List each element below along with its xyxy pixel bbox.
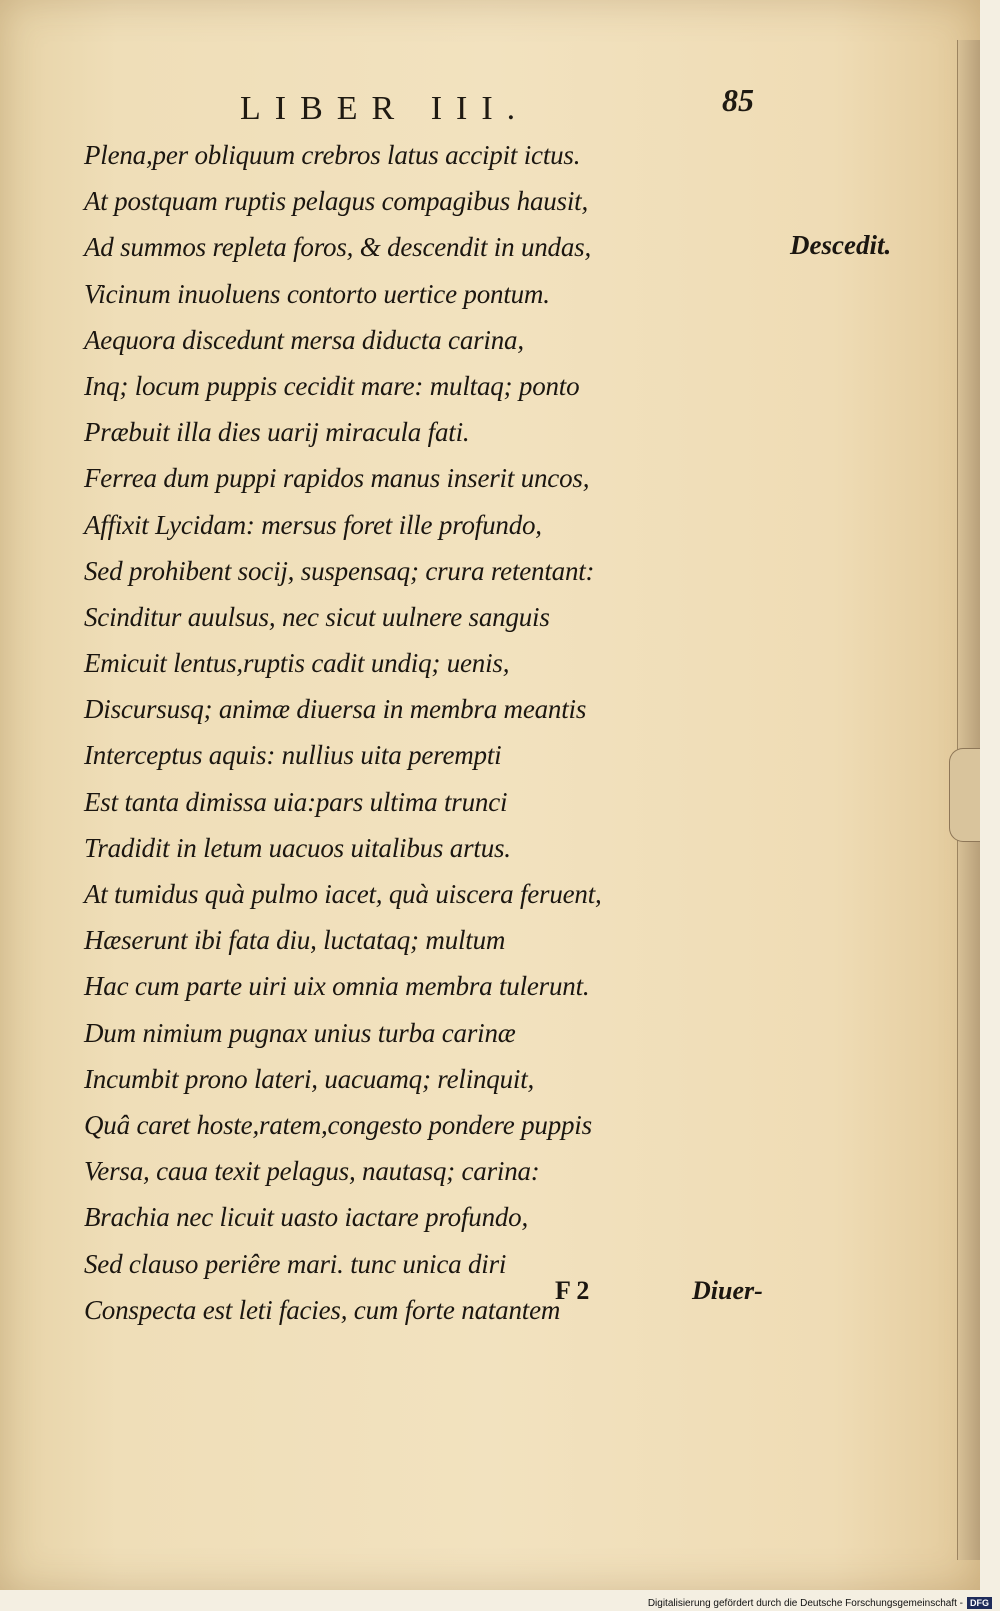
verse-line: Sed clauso periêre mari. tunc unica diri — [84, 1248, 507, 1279]
verse-line: Ad summos repleta foros, & descendit in undas, — [84, 232, 592, 263]
credit-text: Digitalisierung gefördert durch die Deutsche Forschungsgemeinschaft - — [647, 1597, 963, 1609]
verse-line: Incumbit prono lateri, uacuamq; relinquit, — [84, 1063, 535, 1094]
verse-line: Interceptus aquis: nullius uita perempti — [84, 740, 502, 771]
verse-line: Ferrea dum puppi rapidos manus inserit uncos, — [84, 463, 590, 494]
verse-line: Scinditur auulsus, nec sicut uulnere sanguis — [84, 601, 550, 632]
marginal-note: Descedit. — [790, 230, 892, 260]
digitization-credit — [648, 1597, 992, 1609]
verse-line: Præbuit illa dies uarij miracula fati. — [84, 417, 470, 448]
verse-line: Inq; locum puppis cecidit mare: multaq; ponto — [84, 370, 580, 401]
signature-mark: F 2 — [555, 1276, 590, 1305]
dfg-logo: DFG — [967, 1597, 992, 1609]
verse-line: Brachia nec licuit uasto iactare profundo, — [84, 1202, 529, 1233]
running-head: LIBER III. — [240, 90, 530, 127]
verse-list — [84, 132, 764, 1333]
binding-clasp — [949, 748, 980, 842]
verse-line: Discursusq; animæ diuersa in membra meantis — [84, 694, 587, 725]
verse-line: Aequora discedunt mersa diducta carina, — [84, 324, 524, 355]
verse-line: Hac cum parte uiri uix omnia membra tulerunt. — [84, 971, 590, 1002]
verse-line: Est tanta dimissa uia:pars ultima trunci — [84, 786, 508, 817]
verse-line: Affixit Lycidam: mersus foret ille profundo, — [84, 509, 542, 540]
verse-line: Plena,per obliquum crebros latus accipit ictus. — [84, 140, 581, 170]
verse-line: Hæserunt ibi fata diu, luctataq; multum — [84, 925, 506, 956]
page-number: 85 — [722, 82, 754, 118]
verse-line: Dum nimium pugnax unius turba carinæ — [84, 1017, 516, 1048]
verse-line: Tradidit in letum uacuos uitalibus artus. — [84, 832, 511, 863]
verse-line: At tumidus quà pulmo iacet, quà uiscera feruent, — [84, 879, 602, 909]
verse-line: Quâ caret hoste,ratem,congesto pondere puppis — [84, 1109, 592, 1140]
verse-line: Versa, caua texit pelagus, nautasq; carina: — [84, 1156, 540, 1187]
verse-line: Conspecta est leti facies, cum forte natantem — [84, 1294, 561, 1325]
verse-line: At postquam ruptis pelagus compagibus hausit, — [84, 186, 589, 217]
verse-line: Emicuit lentus,ruptis cadit undiq; uenis, — [84, 648, 510, 679]
verse-line: Sed prohibent socij, suspensaq; crura retentant: — [84, 555, 595, 586]
verse-line: Vicinum inuoluens contorto uertice pontum. — [84, 278, 550, 309]
catchword: Diuer- — [692, 1276, 763, 1305]
